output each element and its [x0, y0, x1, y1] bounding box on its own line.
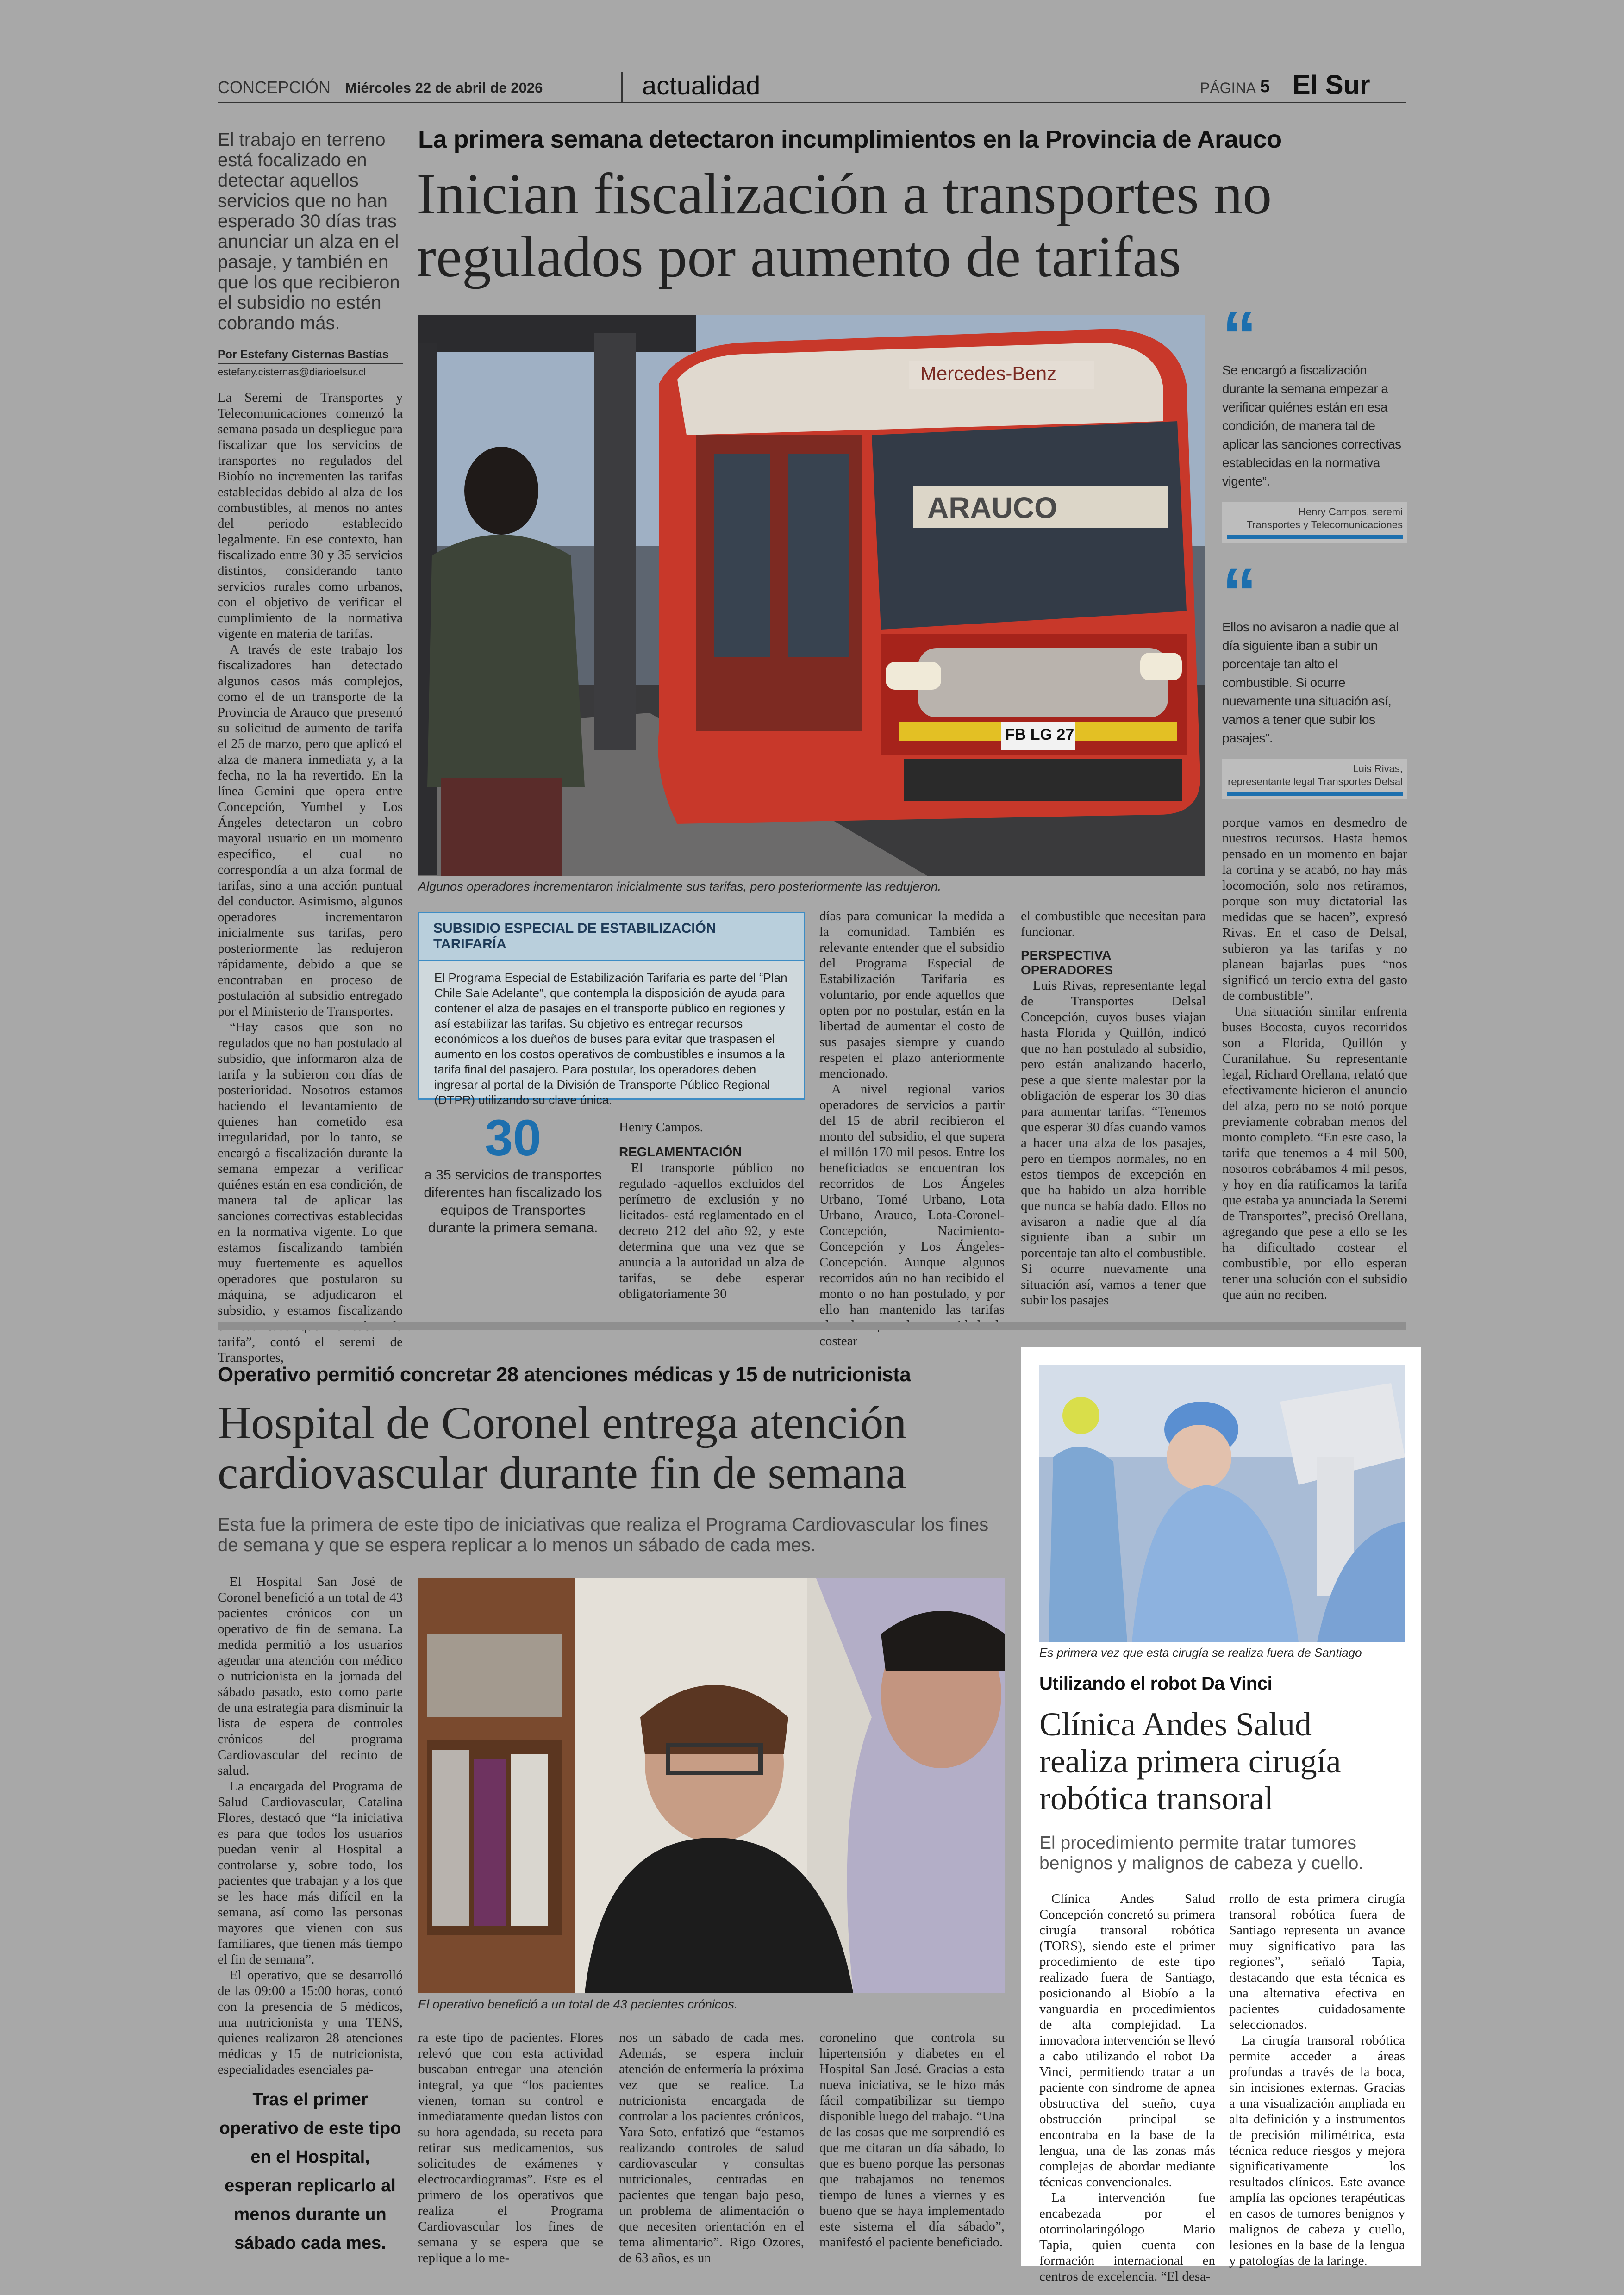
hospital-photo — [418, 1578, 1005, 1993]
bus-photo — [418, 315, 1205, 876]
article2-deck: Esta fue la primera de este tipo de iniciativas que realiza el Programa Cardiovascular los fines de semana y que se espera replicar a lo menos un sábado de cada mes. — [218, 1515, 989, 1555]
article1-byline — [218, 348, 403, 378]
article1-column-6 — [1222, 815, 1407, 1303]
page-number: 5 — [1260, 77, 1270, 96]
article1-column-1 — [218, 390, 403, 1366]
quote-2-text: Ellos no avisaron a nadie que al día siguiente iban a subir un porcentaje tan alto el combustible. Si ocurre nuevamente una situación así, vamos a tener que subir los pasajes”. — [1222, 620, 1399, 745]
article1-lede: El trabajo en terreno está focalizado en detectar aquellos servicios que no han esperado 30 días tras anunciar un alza en el pasaje, y también en que los que recibieron el subsidio no estén cobrando más. — [218, 130, 400, 333]
paragraph: El Hospital San José de Coronel benefició a un total de 43 pacientes crónicos con un operativo de fin de semana. La medida permitió a los usuarios agendar una atención con médico o nutricionista en la jornada del sábado pasado, esto como parte de una estrategia para disminuir la lista de espera de controles crónicos del programa Cardiovascular del recinto de salud. — [218, 1574, 403, 1778]
stat-description: a 35 servicios de transportes diferentes han fiscalizado los equipos de Transportes durante la primera semana. — [424, 1167, 602, 1235]
paragraph: La Seremi de Transportes y Telecomunicaciones comenzó la semana pasada un despliegue para fiscalizar que los servicios de transportes no regulados del Biobío no incrementen las tarifas establecidas debido al alza de los combustibles, al menos no antes del periodo establecido legalmente. En ese contexto, han fiscalizado entre 30 y 35 servicios distintos, considerando tanto servicios rurales como urbanos, con el objetivo de verificar el cumplimiento de la normativa vigente en materia de tarifas. — [218, 390, 403, 641]
article3-column-1 — [1039, 1891, 1215, 2284]
page-label: PÁGINA — [1200, 80, 1256, 96]
paragraph: ra este tipo de pacientes. Flores relevó que con esta actividad buscaban entregar una atención integral, ya que “los pacientes vienen, toman su control e inmediatamente quedan listos con su hora agendada, su receta para retirar sus medicamentos, sus solicitudes de exámenes y electrocardiogramas”. Este es el primero de los operativos que realiza el Programa Cardiovascular los fines de semana y se espera que se replique a lo me- — [418, 2030, 603, 2265]
article3-kicker: Utilizando el robot Da Vinci — [1039, 1673, 1273, 1694]
paragraph: rrollo de esta primera cirugía transoral robótica fuera de Santiago representa un avance muy significativo para las regiones”, señaló Tapia, destacando que esta técnica es una alternativa efectiva en pacientes cuidadosamente seleccionados. — [1229, 1891, 1405, 2032]
paragraph: días para comunicar la medida a la comunidad. También es relevante entender que el subsidio del Programa Especial de Estabilización Tarifaria es voluntario, por ende aquellos que opten por no postular, están en la libertad de aumentar el costo de sus pasajes siempre y cuando respeten el plazo anteriormente mencionado. — [819, 909, 1005, 1081]
clinic-article-panel — [1021, 1347, 1421, 2284]
quote-1-role: Transportes y Telecomunicaciones — [1246, 519, 1403, 530]
license-plate: FB LG 27 — [1005, 726, 1074, 743]
subhead-reglamentacion: REGLAMENTACIÓN — [619, 1145, 742, 1159]
paragraph: coronelino que controla su hipertensión y diabetes en el Hospital San José. Gracias a esta nueva iniciativa, se le hizo más fácil compatibilizar su tiempo disponible luego del trabajo. “Una de las cosas que me sorprendió es que me citaran un día sábado, lo que es bueno porque las personas que trabajamos no tenemos tiempo de lunes a viernes y es bueno que se haya implementado este sistema el día sábado”, manifestó el paciente beneficiado. — [819, 2030, 1005, 2250]
quote-1-block — [1222, 297, 1407, 543]
article3-deck: El procedimiento permite tratar tumores benignos y malignos de cabeza y cuello. — [1039, 1833, 1364, 1873]
article1-kicker: La primera semana detectaron incumplimientos en la Provincia de Arauco — [418, 125, 1282, 153]
quote-1-text: Se encargó a fiscalización durante la semana empezar a verificar quiénes están en esa condición, de manera tal de aplicar las sanciones correctivas establecidas en la normativa vigente”. — [1222, 363, 1401, 488]
paragraph: La encargada del Programa de Salud Cardiovascular, Catalina Flores, destacó que “la iniciativa es para que todos los usuarios puedan venir al Hospital a controlarse y, sobre todo, los pacientes que trabajan y a los que se les hace más difícil en la semana, así como las personas mayores que vienen con sus familiares, que tienen más tiempo el fin de semana”. — [218, 1779, 403, 1967]
paragraph: el combustible que necesitan para funcionar. — [1021, 909, 1206, 939]
subsidy-info-box — [418, 912, 805, 1107]
paragraph: Henry Campos. — [619, 1120, 704, 1135]
quote-2-name: Luis Rivas, — [1353, 763, 1403, 774]
article2-column-3 — [619, 2030, 804, 2266]
header-date: Miércoles 22 de abril de 2026 — [345, 80, 543, 96]
paragraph: Clínica Andes Salud Concepción concretó su primera cirugía transoral robótica (TORS), siendo este el primer procedimiento de este tipo realizado fuera de Santiago, posicionando al Biobío a la vanguardia en procedimientos de alta complejidad. La innovadora intervención se llevó a cabo utilizando el robot Da Vinci, permitiendo tratar a un paciente con síndrome de apnea obstructiva del sueño, cuya obstrucción principal se encontraba en la base de la lengua, una de las zonas más complejas de abordar mediante técnicas convencionales. — [1039, 1891, 1215, 2189]
article1-column-5 — [1021, 908, 1206, 1308]
masthead — [218, 69, 1406, 106]
byline-email: estefany.cisternas@diarioelsur.cl — [218, 366, 366, 378]
byline-name: Por Estefany Cisternas Bastías — [218, 348, 389, 361]
header-city: CONCEPCIÓN — [218, 78, 331, 97]
surgery-photo — [1039, 1365, 1405, 1642]
article3-headline: Clínica Andes Salud realiza primera cirugía robótica transoral — [1039, 1706, 1341, 1817]
paragraph: A través de este trabajo los fiscalizadores han detectado algunos casos más complejos, como el de un transporte de la Provincia de Arauco que presentó su solicitud de aumento de tarifa el 25 de marzo, pero que aplicó el alza de manera inmediata y, a la fecha, no la ha revertido. En la línea Gemini que opera entre Concepción, Yumbel y Los Ángeles detectaron un cobro mayoral usuario en un momento específico, el cual no correspondía a un alza formal de tarifas, sino a una acción puntual del conductor. Asimismo, algunos operadores incrementaron inicialmente sus tarifas, pero posteriormente las redujeron rápidamente, debido a que se encontraban en proceso de postulación al subsidio entregado por el Ministerio de Transportes. — [218, 642, 403, 1019]
quote-mark-icon: “ — [1222, 554, 1257, 631]
quote-2-role: representante legal Transportes Delsal — [1228, 776, 1403, 787]
quote-1-name: Henry Campos, seremi — [1299, 506, 1403, 518]
subhead-perspectiva: PERSPECTIVA OPERADORES — [1021, 948, 1113, 977]
paragraph: Luis Rivas, representante legal de Transportes Delsal Concepción, cuyos buses viajan hasta Florida y Quillón, indicó que no han postulado al subsidio, pero están analizando hacerlo, pese a que siente malestar por la obligación de esperar los 30 días para aumentar tarifas. “Tenemos que esperar 30 días cuando vamos a hacer una alza de los pasajes, pero en tiempos normales, no en estos tiempos de excepción en que ha habido un alza horrible que nunca se había dado. Ellos no avisaron a nadie que al día siguiente iban a subir un porcentaje tan alto el combustible. Si ocurre nuevamente una situación así, vamos a tener que subir los pasajes — [1021, 978, 1206, 1308]
paragraph: Una situación similar enfrenta buses Bocosta, cuyos recorridos son a Florida, Quillón y Curanilahue. Su representante legal, Richard Orellana, relató que efectivamente hicieron el anuncio del alza, pero no se notó porque previamente cobraban menos del monto completo. “En este caso, la tarifa que tenemos a 4 mil 500, nosotros cobrábamos 4 mil pesos, y hoy en día ratificamos la tarifa que estaba ya anunciada la Seremi de Transportes”, precisó Orellana, agregando que pese a ello se les ha dificultado costear el combustible, por ello esperan tener una solución con el subsidio que aún no reciben. — [1222, 1004, 1407, 1302]
surgery-photo-caption: Es primera vez que esta cirugía se realiza fuera de Santiago — [1039, 1646, 1362, 1659]
quote-mark-icon: “ — [1222, 297, 1257, 374]
subsidy-box-title: SUBSIDIO ESPECIAL DE ESTABILIZACIÓN TARIFARÍA — [419, 913, 804, 961]
article2-column-4 — [819, 2030, 1005, 2250]
bus-route-sign: ARAUCO — [927, 491, 1057, 524]
header-divider — [621, 72, 623, 103]
quote-2-block — [1222, 554, 1407, 799]
paragraph: “Hay casos que son no regulados que no han postulado al subsidio, que informaron alza de tarifa y la subieron con días de posterioridad. Nosotros estamos haciendo el levantamiento de quienes han cometido esa irregularidad, por lo tanto, se encargó a fiscalización durante la semana empezar a verificar quiénes están en esa condición, de manera tal de aplicar las sanciones correctivas establecidas en la normativa vigente. Lo que estamos fiscalizando también muy fuertemente es aquellos operadores que postularon su máquina, se adjudicaron el subsidio, y estamos fiscalizando tarifa”, contó el seremi de Transportes, — [218, 1020, 403, 1365]
article2-column-2 — [418, 2030, 603, 2266]
header-rule — [218, 102, 1406, 103]
article1-column-3 — [619, 1119, 804, 1302]
paragraph: El operativo, que se desarrolló de las 09:00 a 15:00 horas, contó con la presencia de 5 médicos, una nutricionista y una TENS, quienes realizaron 28 atenciones médicas y 15 de nutricionista, especialidades esenciales pa- — [218, 1968, 403, 2077]
paragraph: A nivel regional varios operadores de servicios a partir del 15 de abril recibieron el monto del subsidio, el que supera el millón 170 mil pesos. Entre los beneficiados se encuentran los recorridos de Los Ángeles Urbano, Tomé Urbano, Lota Urbano, Arauco, Lota-Coronel-Concepción, Nacimiento-Concepción y Los Ángeles-Concepción. Aunque algunos recorridos aún no han recibido el monto o no han postulado, y por ello han mantenido las tarifas costear — [819, 1082, 1005, 1348]
stat-number: 30 — [484, 1110, 542, 1166]
article2-pullquote: Tras el primer operativo de este tipo en el Hospital, esperan replicarlo al menos durante un sábado cada mes. — [219, 2090, 401, 2253]
article2-kicker: Operativo permitió concretar 28 atenciones médicas y 15 de nutricionista — [218, 1363, 911, 1386]
brand-logo: El Sur — [1293, 70, 1370, 100]
article2-column-1 — [218, 1574, 403, 2077]
paragraph: La intervención fue encabezada por el otorrinolaringólogo Mario Tapia, quien cuenta con formación internacional en centros de excelencia. “El desa- — [1039, 2190, 1215, 2284]
paragraph: nos un sábado de cada mes. Además, se espera incluir atención de enfermería la próxima vez que se realice. La nutricionista encargada de controlar a los pacientes crónicos, Yara Soto, enfatizó que “estamos realizando controles de salud cardiovascular y consultas nutricionales, centradas en pacientes que tengan bajo peso, un problema de alimentación o que necesiten orientación en el tema alimentario”. Rigo Ozores, de 63 años, es un — [619, 2030, 804, 2265]
bus-photo-caption: Algunos operadores incrementaron inicialmente sus tarifas, pero posteriormente las redujeron. — [418, 879, 942, 893]
hospital-photo-caption: El operativo benefició a un total de 43 pacientes crónicos. — [418, 1997, 738, 2011]
article2-headline: Hospital de Coronel entrega atención cardiovascular durante fin de semana — [218, 1397, 907, 1498]
subsidy-box-text: El Programa Especial de Estabilización Tarifaria es parte del “Plan Chile Sale Adelante”, que contempla la disposición de ayuda para contener el alza de pasajes en el transporte público en regiones y así estabilizar las tarifas. Su objetivo es entregar recursos económicos a los dueños de buses para evitar que traspasen el aumento en los costos operativos de combustibles e insumos a la tarifa final del pasajero. Para postular, los operadores deben ingresar al portal de la División de Transporte Público Regional (DTPR) utilizando su clave única. — [434, 971, 787, 1107]
paragraph: El transporte público no regulado -aquellos excluidos del perímetro de exclusión y no licitados- está reglamentado en el decreto 212 del año 92, y este determina que una vez que se anuncia a la autoridad un alza de tarifas, se debe esperar obligatoriamente 30 — [619, 1160, 804, 1301]
article3-column-2 — [1229, 1891, 1405, 2269]
paragraph: La cirugía transoral robótica permite acceder a áreas profundas a través de la boca, sin incisiones externas. Gracias a una visualización ampliada en alta definición y a instrumentos de precisión milimétrica, esta técnica reduce riesgos y mejora significativamente los resultados clínicos. Este avance amplía las opciones terapéuticas en casos de tumores benignos y malignos de cabeza y cuello, lesiones en la base de la lengua y patologías de la laringe. — [1229, 2033, 1405, 2268]
bus-brand-sign: Mercedes-Benz — [920, 362, 1057, 384]
section-name: actualidad — [642, 71, 761, 100]
article1-column-4 — [819, 908, 1005, 1349]
paragraph: porque vamos en desmedro de nuestros recursos. Hasta hemos pensado en un momento en bajar la cortina y se acabó, no hay más locomoción, solo nos retiramos, porque son muy dictatorial las medidas que se hacen”, expresó Rivas. En el caso de Delsal, subieron ya las tarifas y no planean bajarlas pues “nos significó un tercio extra del gasto de combustible”. — [1222, 815, 1407, 1003]
section-separator — [218, 1322, 1406, 1330]
article1-headline: Inician fiscalización a transportes no regulados por aumento de tarifas — [417, 162, 1272, 289]
